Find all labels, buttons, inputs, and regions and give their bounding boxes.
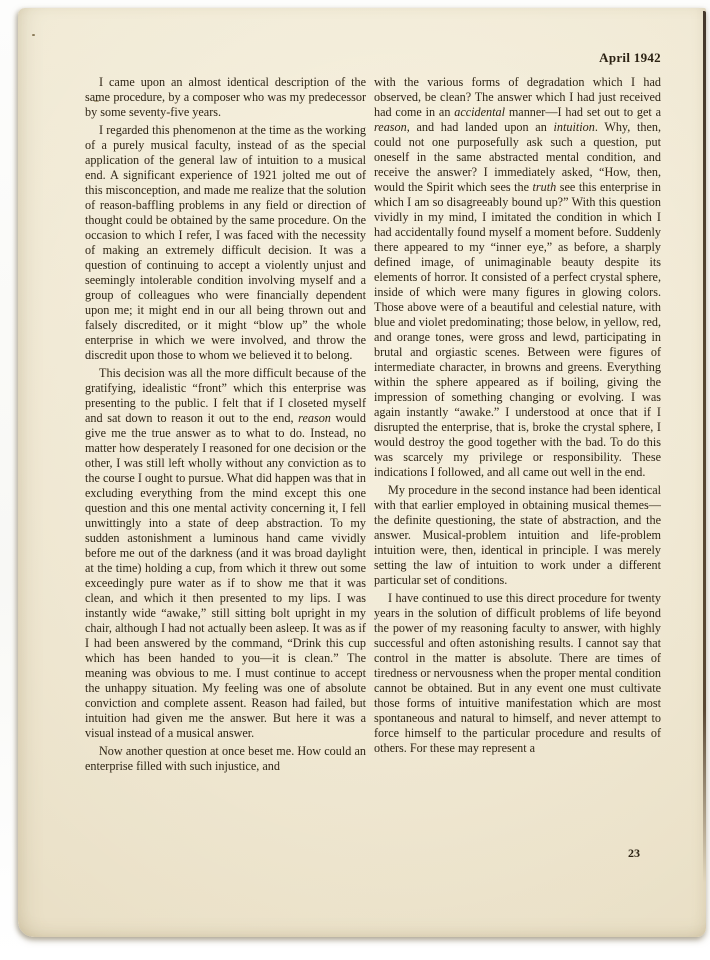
body-text: I came upon an almost identical description of the same procedure, by a composer who was my predecessor by some seventy-five years. [85, 75, 366, 119]
paragraph [374, 483, 661, 588]
paragraph [85, 123, 366, 363]
text-column-right [374, 75, 661, 759]
body-text: This decision was all the more difficult because of the gratifying, idealistic “front” which this enterprise was presenting to the public. I felt that if I closeted myself and sat down to reason it out to the end, [85, 366, 366, 425]
body-text: Now another question at once beset me. How could an enterprise filled with such injustice, and [85, 744, 366, 773]
paragraph [374, 75, 661, 480]
magazine-page [18, 8, 706, 937]
text-column-left [85, 75, 366, 777]
italic-text: reason [374, 120, 407, 134]
body-text: manner—I had set out to get a [505, 105, 661, 119]
paragraph [85, 75, 366, 120]
body-text: . Why, then, could not one purposefully ask such a question, put oneself in the same abstracted mental condition, and receive the answer? I immediately asked, “How, then, would the Spirit which sees the [374, 120, 661, 194]
body-text: , and had landed upon an [406, 120, 554, 134]
italic-text: truth [532, 180, 557, 194]
body-text: see this enterprise in which I am so disagreeably bound up?” With this question vividly in my mind, I imitated the condition in which I had accidentally found myself a moment before. Suddenly there appeared to my “inner eye,” as before, a sharply defined image, of unimaginable beauty despite its elements of horror. It consisted of a perfect crystal sphere, inside of which were many figures in glowing colors. Those above were of a beautiful and celestial nature, with blue and violet predominating; those below, in yellow, red, and orange tones, were gross and lewd, participating in brutal and orgiastic scenes. Between were figures of intermediate character, in browns and greens. Everything within the sphere appeared as if boiling, giving the impression of something changing or evolving. I was again instantly “awake.” I understood at once that if I disrupted the enterprise, that is, broke the crystal sphere, I would destroy the good together with the bad. To do this was scarcely my privilege or responsibility. These indications I followed, and all came out well in the end. [374, 180, 661, 479]
page-number: 23 [628, 846, 640, 860]
body-text: would give me the true answer as to what to do. Instead, no matter how desperately I reasoned for one decision or the other, I was still left wholly without any conviction as to the course I ought to pursue. What did happen was that in excluding everything from the mind except this one question and this one mental activity concerning it, I fell unwittingly into a state of deep abstraction. To my sudden astonishment a luminous hand came vividly before me out of the darkness (and it was broad daylight at the time) holding a cup, from which it threw out some exceedingly pure water as if to show me that it was clean, and which it then presented to my lips. I was instantly wide “awake,” still sitting bolt upright in my chair, although I had not actually been asleep. It was as if I had been answered by the command, “Drink this cup which has been handed to you—it is clean.” The meaning was obvious to me. I must continue to accept the unhappy situation. My feeling was one of absolute conviction and complete assent. Reason had failed, but intuition had given me the answer. But here it was a visual instead of a musical answer. [85, 411, 367, 740]
body-text: I have continued to use this direct procedure for twenty years in the solution of difficult problems of life beyond the power of my reasoning faculty to answer, with highly successful and often astonishing results. I cannot say that control in the matter is absolute. There are times of tiredness or nervousness when the proper mental condition cannot be obtained. But in any event one must cultivate those forms of intuitive manifestation which are most spontaneous and natural to himself, and never attempt to force himself to the particular procedure and results of others. For these may represent a [374, 591, 661, 755]
body-text: My procedure in the second instance had been identical with that earlier employed in obtaining musical themes—the definite questioning, the state of abstraction, and the answer. Musical-problem intuition and life-problem intuition were, then, identical in principle. I was merely setting the law of intuition to work under a different particular set of conditions. [374, 483, 661, 587]
italic-text: intuition [553, 120, 595, 134]
body-text: I regarded this phenomenon at the time as the working of a purely musical faculty, instead of as the special application of the general law of intuition to a musical end. A significant experience of 1921 jolted me out of this misconception, and made me realize that the solution of reason-baffling problems in any field or direction of thought could be obtained by the same procedure. On the occasion to which I refer, I was faced with the necessity of making an extremely difficult decision. It was a question of continuing to accept a violently unjust and seemingly intolerable condition involving myself and a group of colleagues who were financially dependent upon me; it might end in our all being thrown out and falsely discredited, or it might “blow up” the whole enterprise in which we were involved, and throw the discredit upon those to whom we believed it to belong. [85, 123, 366, 362]
issue-date: April 1942 [599, 50, 661, 65]
italic-text: accidental [454, 105, 505, 119]
paragraph [85, 744, 366, 774]
body-text: with the various forms of degradation which I had observed, be clean? The answer which I had just received had come in an [374, 75, 661, 119]
italic-text: reason [298, 411, 331, 425]
paper-speck [32, 34, 35, 36]
page-edge-shadow [703, 11, 706, 883]
paragraph [85, 366, 366, 741]
paragraph [374, 591, 661, 756]
